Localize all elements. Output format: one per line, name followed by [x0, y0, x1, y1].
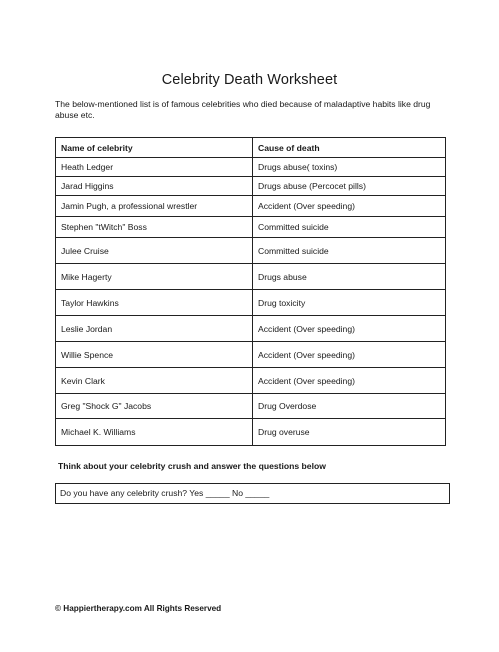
- celebrity-name-cell: Jarad Higgins: [56, 177, 253, 196]
- celebrity-name-cell: Michael K. Williams: [56, 419, 253, 446]
- celebrity-name-cell: Julee Cruise: [56, 238, 253, 264]
- cause-of-death-cell: Committed suicide: [253, 217, 446, 238]
- questions-prompt: Think about your celebrity crush and answer the questions below: [58, 461, 326, 471]
- table-row: [56, 316, 446, 342]
- table-row: [56, 394, 446, 419]
- table-row: [56, 264, 446, 290]
- celebrity-name-cell: Willie Spence: [56, 342, 253, 368]
- table-row: [56, 238, 446, 264]
- table-row: [56, 177, 446, 196]
- cause-of-death-cell: Drug Overdose: [253, 394, 446, 419]
- cause-of-death-cell: Drug toxicity: [253, 290, 446, 316]
- celebrity-name-cell: Stephen "tWitch" Boss: [56, 217, 253, 238]
- header-name-of-celebrity: Name of celebrity: [56, 138, 253, 158]
- table-row: [56, 196, 446, 217]
- celebrity-crush-question[interactable]: Do you have any celebrity crush? Yes _____ No _____: [55, 483, 450, 504]
- celebrity-name-cell: Greg "Shock G" Jacobs: [56, 394, 253, 419]
- cause-of-death-cell: Committed suicide: [253, 238, 446, 264]
- celebrity-death-table: [55, 137, 446, 446]
- cause-of-death-cell: Drugs abuse( toxins): [253, 158, 446, 177]
- celebrity-name-cell: Leslie Jordan: [56, 316, 253, 342]
- table-row: [56, 290, 446, 316]
- cause-of-death-cell: Accident (Over speeding): [253, 368, 446, 394]
- table-row: [56, 158, 446, 177]
- celebrity-name-cell: Heath Ledger: [56, 158, 253, 177]
- worksheet-title: Celebrity Death Worksheet: [161, 72, 338, 88]
- cause-of-death-cell: Drug overuse: [253, 419, 446, 446]
- cause-of-death-cell: Drugs abuse: [253, 264, 446, 290]
- cause-of-death-cell: Accident (Over speeding): [253, 316, 446, 342]
- table-row: [56, 342, 446, 368]
- table-row: [56, 419, 446, 446]
- celebrity-name-cell: Mike Hagerty: [56, 264, 253, 290]
- celebrity-name-cell: Kevin Clark: [56, 368, 253, 394]
- celebrity-name-cell: Taylor Hawkins: [56, 290, 253, 316]
- copyright-footer: © Happiertherapy.com All Rights Reserved: [55, 604, 222, 613]
- celebrity-name-cell: Jamin Pugh, a professional wrestler: [56, 196, 253, 217]
- header-cause-of-death: Cause of death: [253, 138, 446, 158]
- table-row: [56, 368, 446, 394]
- cause-of-death-cell: Drugs abuse (Percocet pills): [253, 177, 446, 196]
- intro-paragraph: The below-mentioned list is of famous celebrities who died because of maladaptive habits like drug abuse etc.: [55, 99, 431, 120]
- cause-of-death-cell: Accident (Over speeding): [253, 196, 446, 217]
- table-header-row: [56, 138, 446, 158]
- table-row: [56, 217, 446, 238]
- cause-of-death-cell: Accident (Over speeding): [253, 342, 446, 368]
